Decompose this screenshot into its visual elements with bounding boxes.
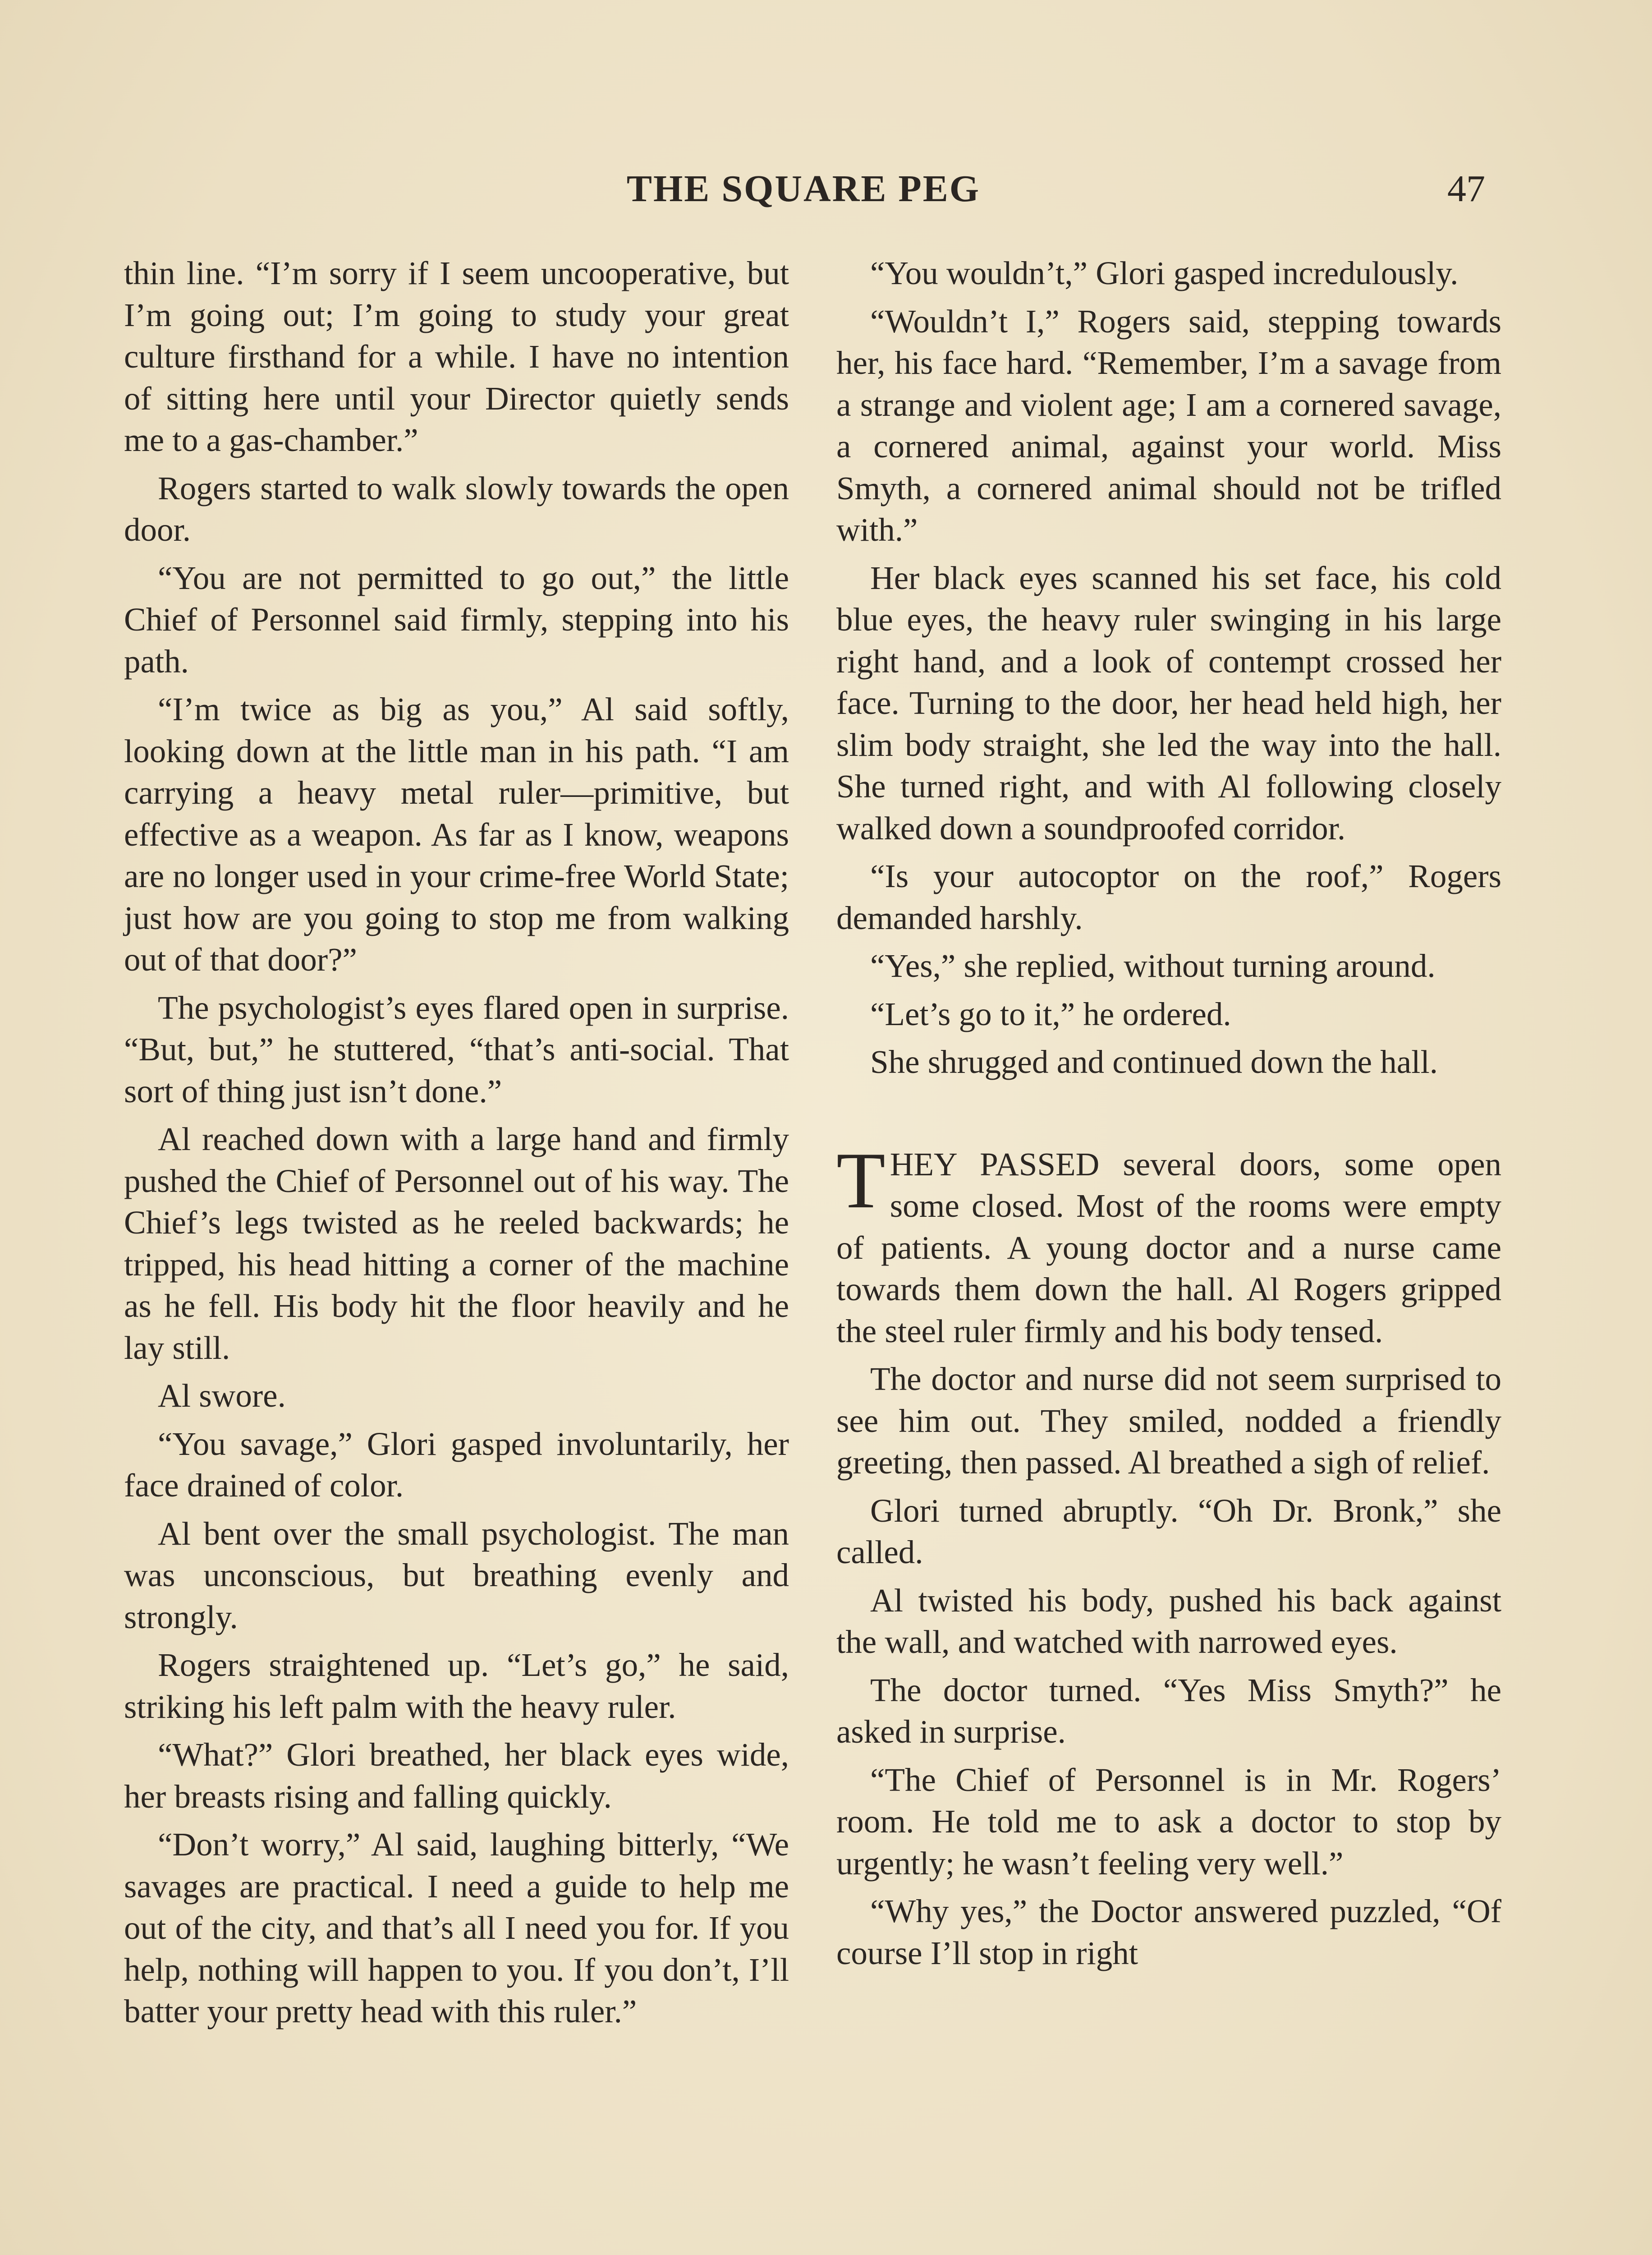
paragraph: Her black eyes scanned his set face, his cold blue eyes, the heavy ruler swinging in his large right hand, and a look of contempt crossed her face. Turning to the door, her head held high, her slim body straight, she led the way into the hall. She turned right, and with Al following closely walked down a soundproofed corridor. — [836, 559, 1501, 847]
paragraph: Al reached down with a large hand and firmly pushed the Chief of Personnel out of his way. The Chief’s legs twisted as he reeled backwards; he tripped, his head hitting a corner of the machine as he fell. His body hit the floor heavily and he lay still. — [124, 1121, 789, 1366]
section-opening-text: HEY PASSED several doors, some open some closed. Most of the rooms were empty of patients. A young doctor and a nurse came towards them down the hall. Al Rogers gripped the steel ruler firmly and his body tensed. — [836, 1146, 1501, 1349]
paragraph: The doctor and nurse did not seem surprised to see him out. They smiled, nodded a friendly greeting, then passed. Al breathed a sigh of relief. — [836, 1361, 1501, 1481]
paragraph: “Yes,” she replied, without turning around. — [870, 948, 1436, 984]
paragraph: Rogers straightened up. “Let’s go,” he said, striking his left palm with the heavy ruler. — [124, 1647, 789, 1725]
paragraph: The doctor turned. “Yes Miss Smyth?” he asked in surprise. — [836, 1671, 1501, 1750]
page-number: 47 — [1447, 168, 1485, 210]
paragraph: Al twisted his body, pushed his back against the wall, and watched with narrowed eyes. — [836, 1582, 1501, 1660]
paragraph: She shrugged and continued down the hall. — [870, 1044, 1438, 1080]
running-title: THE SQUARE PEG — [626, 168, 981, 210]
paragraph: The psychologist’s eyes flared open in surprise. “But, but,” he stuttered, “that’s anti-social. That sort of thing just isn’t done.” — [124, 989, 789, 1109]
drop-cap: T — [836, 1135, 886, 1225]
paragraph: “Why yes,” the Doctor answered puzzled, “Of course I’ll stop in right — [836, 1893, 1501, 1971]
right-text-column — [836, 253, 1501, 1980]
paragraph: “The Chief of Personnel is in Mr. Rogers’ room. He told me to ask a doctor to stop by urgently; he wasn’t feeling very well.” — [836, 1761, 1501, 1882]
left-text-column — [124, 253, 789, 2039]
paragraph: Glori turned abruptly. “Oh Dr. Bronk,” she called. — [836, 1492, 1501, 1570]
paragraph: “You are not permitted to go out,” the little Chief of Personnel said firmly, stepping into his path. — [124, 559, 789, 680]
paragraph: “You savage,” Glori gasped involuntarily, her face drained of color. — [124, 1425, 789, 1504]
paragraph: “Don’t worry,” Al said, laughing bitterly, “We savages are practical. I need a guide to help me out of the city, and that’s all I need you for. If you help, nothing will happen to you. If you don’t, I’ll batter your pretty head with this ruler.” — [124, 1826, 789, 2030]
page-header — [122, 167, 1485, 221]
paragraph: “I’m twice as big as you,” Al said softly, looking down at the little man in his path. “I am carrying a heavy metal ruler—primitive, but effective as a weapon. As far as I know, weapons are no longer used in your crime-free World State; just how are you going to stop me from walking out of that door?” — [124, 691, 789, 978]
paragraph: Al bent over the small psychologist. The man was unconscious, but breathing evenly and strongly. — [124, 1515, 789, 1635]
paragraph: thin line. “I’m sorry if I seem uncooperative, but I’m going out; I’m going to study your great culture firsthand for a while. I have no intention of sitting here until your Director quietly sends me to a gas-chamber.” — [124, 255, 789, 458]
paragraph: “Let’s go to it,” he ordered. — [870, 995, 1231, 1032]
paragraph: Rogers started to walk slowly towards the open door. — [124, 469, 789, 548]
paragraph: Al swore. — [158, 1377, 286, 1414]
paragraph: “Wouldn’t I,” Rogers said, stepping towards her, his face hard. “Remember, I’m a savage from a strange and violent age; I am a cornered savage, a cornered animal, against your world. Miss Smyth, a cornered animal should not be trifled with.” — [836, 303, 1501, 548]
paragraph: “Is your autocoptor on the roof,” Rogers demanded harshly. — [836, 858, 1501, 936]
section-break — [836, 1090, 1501, 1144]
paragraph: “You wouldn’t,” Glori gasped incredulously. — [870, 255, 1459, 291]
paragraph: “What?” Glori breathed, her black eyes wide, her breasts rising and falling quickly. — [124, 1736, 789, 1815]
section-opening-paragraph — [836, 1135, 1501, 1353]
